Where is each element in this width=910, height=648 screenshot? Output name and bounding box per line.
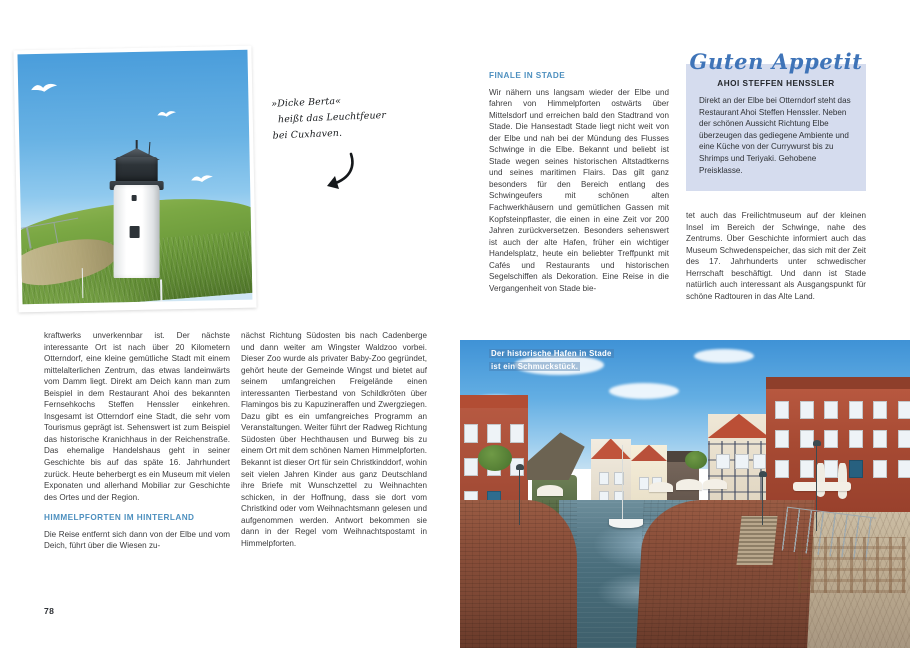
cafe-umbrella [537, 485, 563, 496]
harbour-photo-caption [489, 348, 614, 373]
cafe-umbrella [649, 482, 673, 492]
cafe-awning [793, 482, 851, 491]
window [716, 454, 729, 469]
guten-appetit-restaurant-name: AHOI STEFFEN HENSSLER [717, 79, 835, 88]
left-column-paragraph-1: kraftwerks unverkennbar ist. Der nächste interessante Ort ist nach über 20 Kilometern Otterndorf, eine kleine gemütliche Stadt mit einem mittelalterlichen Zentrum, das etwas landeinwärts vom Damm liegt. Direkt am Deich kann man zum Beispiel in dem Restaurant Ahoi des bekannten Fernsehkochs Steffen Henssler einkehren. Insgesamt ist Otterndorf eine Stadt, die sehr vom Tourismus geprägt ist. Sehenswert ist zum Beispiel das historische Kranichhaus in der Reichenstraße. Das ehemalige Handelshaus geht in seiner Geschichte bis auf das späte 16. Jahrhundert zurück. Heute beherbergt es ein Museum mit vielen Exponaten und allerhand Mobiliar zur Geschichte des Ortes und der Region. [44, 331, 230, 502]
right-column-top-paragraph-1: Wir nähern uns langsam wieder der Elbe und fahren von Himmelpforten ostwärts über Mittelsdorf und erreichen bald den Stadtrand von Stade. Die Hansestadt Stade liegt nicht weit von der Elbe und nah bei der Mündung des Flusses Schwinge in die Elbe. Bekannt und beliebt ist Stade wegen seines historischen Altstadtkerns und seines maritimen Flairs. Das gilt ganz besonders für den Bereich entlang des Schwingeufers mit schönen alten Fachwerkhäusern und gemütlichen Gassen mit Kopfsteinpflaster, die einen in eine Zeit vor 200 Jahren zurückversetzen. Besonders sehenswert ist auch der alte Hafen, früher ein wichtiger Handelsplatz, heute ein beliebter Treffpunkt mit Cafés und Restaurants und historischen Segelschiffen als Dekoration. Eine Reise in die Vergangenheit von Stade bie- [489, 87, 669, 293]
harbour-photo-caption-line-1: Der historische Hafen in Stade [491, 349, 612, 358]
boat-mast [622, 445, 623, 519]
roof [591, 439, 632, 460]
moored-boat [609, 519, 643, 528]
lighthouse-shaft [114, 184, 160, 277]
guten-appetit-body-text: Direkt an der Elbe bei Otterndorf steht das Restaurant Ahoi Steffen Henssler. Neben der schönen Aussicht Richtung Elbe überzeugen das gediegene Ambiente und eine Küche von der Currywurst bis zu Shrimps und Teriyaki. Gehobene Preisklasse. [699, 96, 851, 175]
harbour-photo-image [460, 340, 910, 648]
tree [685, 451, 707, 469]
harbour-photo [460, 340, 910, 648]
window [849, 430, 863, 448]
guten-appetit-script-title: Guten Appetit [689, 49, 863, 74]
street-lamp [762, 476, 764, 525]
curved-arrow-icon [305, 152, 361, 196]
roof [460, 395, 528, 408]
window [464, 424, 478, 443]
window [824, 460, 838, 478]
window [898, 460, 910, 478]
guten-appetit-box [686, 64, 866, 191]
window [849, 460, 863, 478]
right-column-bottom [686, 210, 866, 302]
quay-stairs [736, 516, 777, 565]
window [873, 430, 887, 448]
seagull-icon [190, 173, 214, 183]
roof [708, 414, 771, 438]
handwritten-note-line-1: »Dicke Berta« [271, 95, 342, 110]
window [873, 460, 887, 478]
window [735, 454, 748, 469]
window [487, 424, 501, 443]
middle-column-paragraph-1: nächst Richtung Südosten bis nach Cadenberge und dann weiter am Wingster Waldzoo vorbei. Dieser Zoo wurde als privater Baby-Zoo gegründet, gehört heute der Gemeinde Wingst und bietet auf seinem umfangreichen Freigelände einen interessanten Tierbestand von Schildkröten über Flamingos bis zu Kapuzineraffen und Zwergziegen. Dazu gibt es ein umfangreiches Programm an Veranstaltungen. Weiter führt der Radweg Richtung Südosten über Hechthausen und Burweg bis zu einem Ort mit dem schönen Namen Himmelpforten. Bekannt ist dieser Ort für sein Christkinddorf, wohin seit vielen Jahren Kinder aus ganz Deutschland ihre Briefe mit Wunschzettel zu Weihnachten schicken, in der Hoffnung, dass sie dort vom Christkind oder vom Weihnachtsmann gelesen und aufgenommen werden. Antwort bekommen sie dann in der Regel vom Weihnachtspostamt in Himmelpforten. [241, 331, 427, 548]
middle-column [241, 330, 427, 549]
window [775, 430, 789, 448]
harbour-photo-caption-line-2: ist ein Schmuckstück. [491, 361, 579, 371]
window [849, 401, 863, 419]
lighthouse-photo [13, 46, 256, 313]
lighthouse-tower [110, 144, 164, 277]
seagull-icon [30, 81, 58, 94]
left-column-paragraph-2: Die Reise entfernt sich dann von der Elbe und vom Deich, führt über die Wiesen zu- [44, 529, 230, 551]
left-column [44, 330, 230, 552]
window [898, 430, 910, 448]
window [510, 424, 524, 443]
window [639, 477, 649, 489]
lighthouse-photo-image [17, 50, 252, 305]
window [753, 454, 766, 469]
window [775, 460, 789, 478]
cafe-umbrella [676, 479, 702, 490]
seagull-icon [157, 109, 177, 118]
window [824, 401, 838, 419]
right-column-top [489, 70, 669, 294]
cafe-umbrella [703, 479, 727, 489]
section-heading-himmelpforten: HIMMELPFORTEN IM HINTERLAND [44, 513, 195, 523]
street-lamp [519, 469, 521, 524]
roof [766, 377, 910, 389]
lighthouse-lamp-room [116, 156, 158, 183]
window [464, 458, 478, 477]
cloud [609, 383, 679, 399]
window [824, 430, 838, 448]
handwritten-note [271, 91, 401, 144]
section-heading-finale-in-stade: FINALE IN STADE [489, 71, 566, 80]
window [800, 401, 814, 419]
handwritten-note-line-2: heißt das Leuchtfeuer [277, 109, 387, 126]
guten-appetit-sidebar [686, 50, 866, 191]
roof [631, 445, 667, 461]
outdoor-seating [798, 537, 906, 592]
tree [478, 445, 512, 471]
page-number: 78 [44, 606, 55, 616]
right-column-bottom-paragraph-1: tet auch das Freilichtmuseum auf der kleinen Insel im Bereich der Schwinge, nahe des Zentrums. Über Geschichte informiert auch das Museum Schwedenspeicher, das sich mit der Zeit des 17. Jahrhunderts unter schwedischer Herrschaft beschäftigt. Und dann ist Stade natürlich auch interessant als Ausgangspunkt für schöne Radtouren in das Alte Land. [686, 211, 866, 301]
window [873, 401, 887, 419]
window [800, 460, 814, 478]
window [800, 430, 814, 448]
window [599, 472, 609, 485]
window [898, 401, 910, 419]
handwritten-note-line-3: bei Cuxhaven. [272, 127, 343, 142]
window [775, 401, 789, 419]
